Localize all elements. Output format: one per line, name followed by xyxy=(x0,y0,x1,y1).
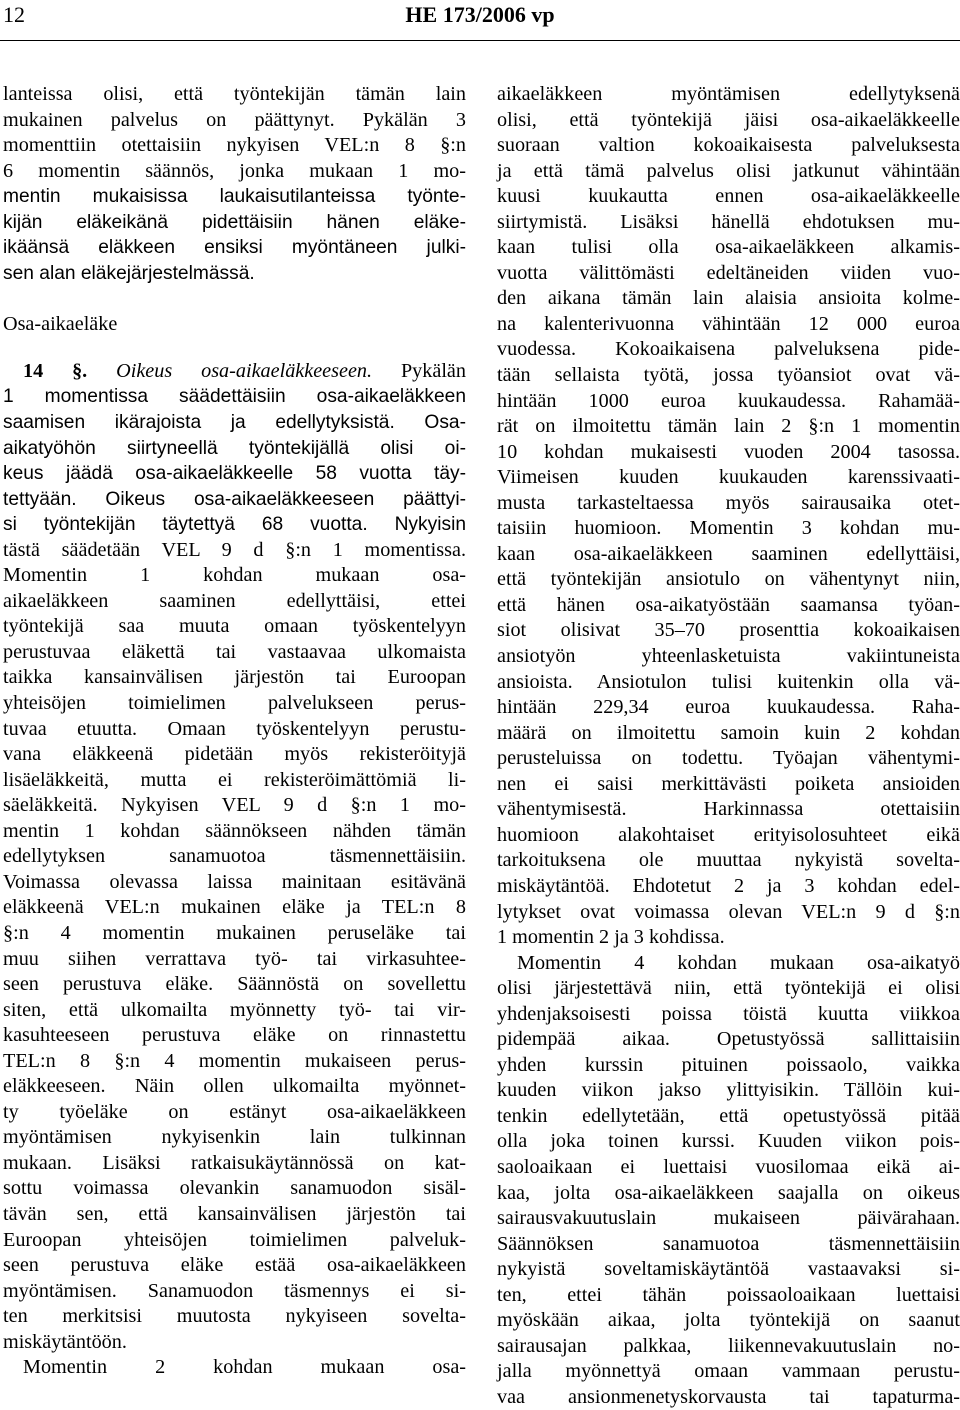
text-line: sottu voimassa olevankin sanamuodon sisäl- xyxy=(3,1177,466,1200)
text-line: Momentin 4 kohdan mukaan osa-aikatyö xyxy=(517,951,960,974)
text-line: työntekijä saa muuta omaan työskentelyyn xyxy=(3,615,466,638)
text-line: vähentymisestä. Harkinnassa otettaisiin xyxy=(497,798,960,821)
text-line: rät on ilmoitettu tämän lain 2 §:n 1 momentin xyxy=(497,415,960,438)
text-line: 1 momentissa säädettäisiin osa-aikaeläkkeen xyxy=(3,386,466,408)
text-line: kaan tulisi olla osa-aikaeläkkeen alkamis- xyxy=(497,236,960,259)
text-line: kasuhteeseen perustuva eläke on rinnastettu xyxy=(3,1024,466,1047)
text-line: lytykset ovat voimassa olevan VEL:n 9 d §:n xyxy=(497,900,960,923)
text-line: tävän sen, että kansainvälisen järjestön tai xyxy=(3,1202,466,1225)
text-line: mentin 1 kohdan säännökseen nähden tämän xyxy=(3,819,466,842)
text-line: ten, ettei tähän poissaoloaikaan luettaisi xyxy=(497,1283,960,1306)
text-line: yhteisöjen toimielimen palvelukseen perus- xyxy=(3,692,466,715)
text-line: hintään 229,34 euroa kuukaudessa. Raha- xyxy=(497,696,960,719)
text-line: sairausvakuutuslain mukaiseen päivärahaan. xyxy=(497,1207,960,1230)
text-line: yhdenjaksoisesti poissa töistä kuutta viikkoa xyxy=(497,1002,960,1025)
text-line: tästä säädetään VEL 9 d §:n 1 momentissa. xyxy=(3,538,466,561)
text-line: seen perustuva eläke. Säännöstä on sovellettu xyxy=(3,973,466,996)
text-line: §:n 4 momentin mukainen peruseläke tai xyxy=(3,921,466,944)
text-line: myöntämisen nykyisenkin lain tulkinnan xyxy=(3,1126,466,1149)
text-line: siten, että ulkomailta myönnetty työ- tai vir- xyxy=(3,998,466,1021)
text-line: olla joka toinen kurssi. Kuuden viikon pois- xyxy=(497,1130,960,1153)
text-line: siot olisivat 35–70 prosenttia kokoaikaisen xyxy=(497,619,960,642)
section-number: 14 §. xyxy=(23,359,88,382)
text-line: säeläkkeitä. Nykyisen VEL 9 d §:n 1 mo- xyxy=(3,794,466,817)
text-line: mukaan. Lisäksi ratkaisukäytännössä on kat- xyxy=(3,1151,466,1174)
text-line: nykyistä soveltamiskäytäntöä vastaavaksi si- xyxy=(497,1258,960,1281)
section-title: Oikeus osa-aikaeläkkeeseen. xyxy=(116,359,373,382)
text-line: miskäytäntöön. xyxy=(3,1330,127,1353)
page-number: 12 xyxy=(3,2,25,27)
right-paragraph-continuation xyxy=(497,82,960,951)
text-line: aikatyöhön siirtyneellä työntekijällä olisi oi- xyxy=(3,437,466,459)
text-line: myöskään aikaa, jolta työntekijä on saanut xyxy=(497,1309,960,1332)
text-line: määrä on ilmoitettu samoin kuin 2 kohdan xyxy=(497,721,960,744)
text-line: vaa ansionmenetyskorvausta tai tapaturma- xyxy=(497,1385,960,1408)
text-line: tarkoituksena ole muuttaa nykyistä sovelta- xyxy=(497,849,960,872)
text-line: että hänen osa-aikatyöstään saamansa työan- xyxy=(497,593,960,616)
text-line: Momentin 2 kohdan mukaan osa- xyxy=(23,1356,466,1379)
text-line: kaa, jolta osa-aikaeläkkeen saajalla on oikeus xyxy=(497,1181,960,1204)
text-line: sairausajan palkkaa, liikennevakuutuslain no- xyxy=(497,1334,960,1357)
text-line: myöntämisen. Sanamuodon täsmennys ei si- xyxy=(3,1279,466,1302)
text-line: vana eläkkeenä pidetään myös rekisteröityjä xyxy=(3,743,466,766)
text-line: kuusi kuukautta ennen osa-aikaeläkkeelle xyxy=(497,185,960,208)
text-line: sen alan eläkejärjestelmässä. xyxy=(3,262,255,284)
text-line: ty työeläke on estänyt osa-aikaeläkkeen xyxy=(3,1100,466,1123)
text-line: ansioista. Ansiotulon tulisi kuitenkin olla vä- xyxy=(497,670,960,693)
text-line: seen perustuva eläke estää osa-aikaeläkkeen xyxy=(3,1254,466,1277)
text-line: muu siihen verrattava työ- tai virkasuhtee- xyxy=(3,947,466,970)
page-header xyxy=(0,0,960,40)
text-line: eläkkeeseen. Näin ollen ulkomailta myönnet- xyxy=(3,1075,466,1098)
document-id: HE 173/2006 vp xyxy=(405,2,555,27)
text-line: kaan osa-aikaeläkkeen saaminen edellyttäisi, xyxy=(497,542,960,565)
section-heading: Osa-aikaeläke xyxy=(3,313,118,336)
text-line: perustuvaa eläkettä tai vastaavaa ulkomaista xyxy=(3,640,466,663)
text-line: ikäänsä eläkkeen ensiksi myöntäneen julki- xyxy=(3,237,466,259)
text-line: olisi järjestettävä niin, että työntekijä ei olisi xyxy=(497,977,960,1000)
text-line: 10 kohdan mukaisesti vuoden 2004 tasossa. xyxy=(497,440,960,463)
text-line: musta tarkasteltaessa myös sairausaika otet- xyxy=(497,491,960,514)
text-line: vuodessa. Kokoaikaisena palveluksena pide- xyxy=(497,338,960,361)
text-line: nen ei saisi merkittävästi poiketa ansioiden xyxy=(497,772,960,795)
text-line: Momentin 1 kohdan mukaan osa- xyxy=(3,564,466,587)
text-line: suoraan valtion kokoaikaisesta palveluksesta xyxy=(497,134,960,157)
right-column xyxy=(497,82,960,1410)
text-line: Voimassa olevassa laissa mainitaan esitävänä xyxy=(3,870,466,893)
text-line: lisäeläkkeitä, mutta ei rekisteröimättömiä li- xyxy=(3,768,466,791)
header-divider xyxy=(0,40,960,41)
text-line: perusteluissa on todettu. Työajan vähentymi- xyxy=(497,747,960,770)
text-line: eläkkeenä VEL:n mukainen eläke ja TEL:n 8 xyxy=(3,896,466,919)
text-line: saoloaikaan ei luettaisi vuosilomaa eikä ai- xyxy=(497,1155,960,1178)
text-line: tenkin edellytetään, että opetustyössä pitää xyxy=(497,1104,960,1127)
text-line: jalla myönnettyä omaan vammaan perustu- xyxy=(497,1360,960,1383)
left-column xyxy=(3,82,466,1381)
text-line: Euroopan yhteisöjen toimielimen palveluk- xyxy=(3,1228,466,1251)
text-line: ansiotyön yhteenlasketuista vakiintuneista xyxy=(497,645,960,668)
section-lead-text: Pykälän xyxy=(372,359,466,382)
text-line: saamisen ikärajoista ja edellytyksistä. Osa- xyxy=(3,412,466,434)
right-paragraph-momentin-4 xyxy=(497,951,960,1410)
left-paragraph-momentin-2 xyxy=(3,1355,466,1381)
text-line: taisiin huomioon. Momentin 3 kohdan mu- xyxy=(497,517,960,540)
text-line: yhden kurssin pituinen poissaolo, vaikka xyxy=(497,1053,960,1076)
text-line: kuuden viikon jakso ylittyisikin. Tällöin kui- xyxy=(497,1079,960,1102)
text-line: vuotta välittömästi edeltäneiden viiden vuo- xyxy=(497,261,960,284)
text-line: TEL:n 8 §:n 4 momentin mukaiseen perus- xyxy=(3,1049,466,1072)
text-line: edellytyksen sanamuotoa täsmennettäisiin. xyxy=(3,845,466,868)
text-line: mentin mukaisissa laukaisutilanteissa työnte- xyxy=(3,186,466,208)
text-line: momenttiin otettaisiin nykyisen VEL:n 8 §:n xyxy=(3,134,466,157)
text-line: Säännöksen sanamuotoa täsmennettäisiin xyxy=(497,1232,960,1255)
text-line: tuvaa etuutta. Omaan työskentelyyn perustu- xyxy=(3,717,466,740)
left-paragraph-intro xyxy=(3,82,466,286)
text-line: tään sellaista työtä, jossa työansiot ovat vä- xyxy=(497,364,960,387)
text-line: kijän eläkeikänä pidettäisiin hänen eläke- xyxy=(3,211,466,233)
text-line: siirtymistä. Lisäksi hänellä ehdotuksen mu- xyxy=(497,210,960,233)
text-line: huomioon alakohtaiset erityisolosuhteet eikä xyxy=(497,823,960,846)
text-line: että työntekijän ansiotulo on vähentynyt niin, xyxy=(497,568,960,591)
section-title-line xyxy=(3,359,466,385)
text-line: mukainen palvelus on päättynyt. Pykälän 3 xyxy=(3,108,466,131)
text-line: hintään 1000 euroa kuukaudessa. Rahamää- xyxy=(497,389,960,412)
text-line: 6 momentin säännös, jonka mukaan 1 mo- xyxy=(3,159,466,182)
text-line: 1 momentin 2 ja 3 kohdissa. xyxy=(497,926,725,949)
text-line: keus jäädä osa-aikaeläkkeelle 58 vuotta täy- xyxy=(3,463,466,485)
text-line: aikaeläkkeen saaminen edellyttäisi, ettei xyxy=(3,589,466,612)
text-line: aikaeläkkeen myöntämisen edellytyksenä xyxy=(497,83,960,105)
text-line: ten merkitsisi muutosta nykyiseen sovelta- xyxy=(3,1305,466,1328)
text-line: pidempää aikaa. Opetustyössä sallittaisiin xyxy=(497,1028,960,1051)
text-line: si työntekijän täytettyä 68 vuotta. Nykyisin xyxy=(3,514,466,536)
text-line: miskäytäntöä. Ehdotetut 2 ja 3 kohdan edel- xyxy=(497,874,960,897)
text-line: na kalenterivuonna vähintään 12 000 euroa xyxy=(497,312,960,335)
text-line: tettyään. Oikeus osa-aikaeläkkeeseen päättyi- xyxy=(3,488,466,510)
text-line: ja että tämä palvelus olisi jatkunut vähintään xyxy=(497,159,960,182)
text-line: den aikana tämän lain alaisia ansioita kolme- xyxy=(497,287,960,310)
text-line: olisi, että työntekijä jäisi osa-aikaeläkkeelle xyxy=(497,108,960,131)
text-line: Viimeisen kuuden kuukauden karenssivaati- xyxy=(497,466,960,489)
text-line: lanteissa olisi, että työntekijän tämän lain xyxy=(3,83,466,105)
text-line: taikka kansainvälisen järjestön tai Euroopan xyxy=(3,666,466,689)
left-paragraph-section-14 xyxy=(3,359,466,1355)
